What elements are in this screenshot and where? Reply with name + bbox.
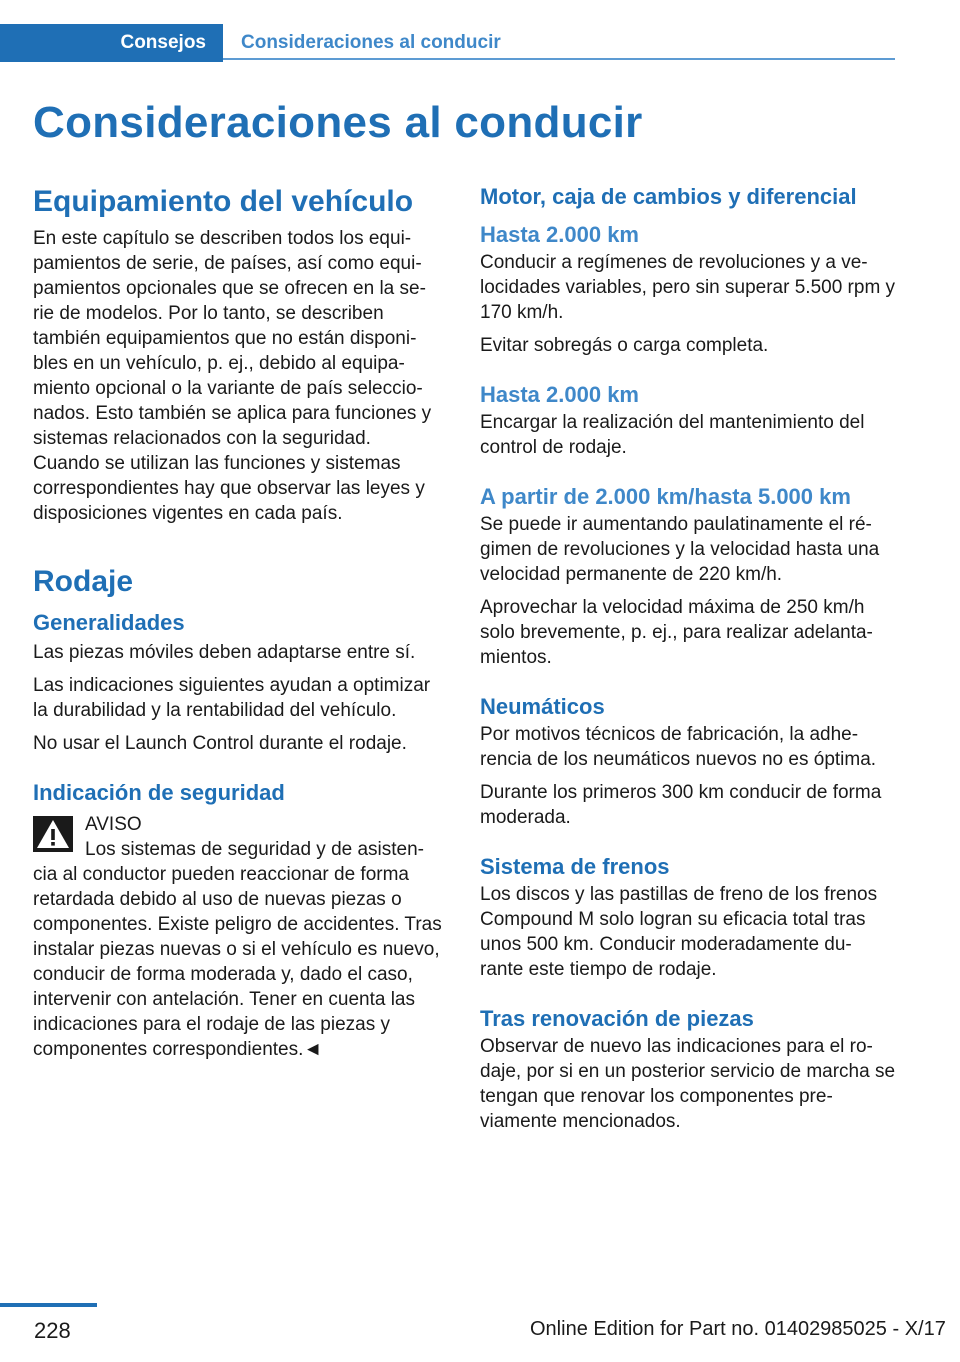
- motor-sub1-paragraph-2: Evitar sobregás o carga completa.: [480, 335, 769, 356]
- equipment-paragraph-2: Cuando se utilizan las funciones y sistemas correspondientes hay que observar las leyes y disposiciones vigentes en cada país.: [33, 453, 425, 524]
- general-paragraph-3: No usar el Launch Control durante el rodaje.: [33, 733, 407, 754]
- equipment-heading: Equipamiento del vehículo: [33, 185, 414, 218]
- general-paragraph-2: Las indicaciones siguientes ayudan a optimizar la durabilidad y la rentabilidad del vehículo.: [33, 675, 431, 721]
- safety-heading: Indicación de seguridad: [33, 780, 285, 805]
- brakes-paragraph-1: Los discos y las pastillas de freno de los frenos Compound M solo logran su eficacia total tras unos 500 km. Conducir moderadamente du- rante este tiempo de rodaje.: [480, 884, 878, 980]
- page-number: 228: [34, 1318, 71, 1343]
- edition-note: Online Edition for Part no. 01402985025 - X/17: [530, 1318, 946, 1340]
- motor-sub3-paragraph-2: Aprovechar la velocidad máxima de 250 km/h solo brevemente, p. ej., para realizar adelanta- mientos.: [480, 597, 873, 668]
- renew-paragraph-1: Observar de nuevo las indicaciones para el ro- daje, por si en un posterior servicio de marcha se tengan que renovar los componentes pre- viamente mencionados.: [480, 1036, 896, 1132]
- header-rule: [223, 58, 895, 60]
- motor-sub1-paragraph-1: Conducir a regímenes de revoluciones y a ve- locidades variables, pero sin superar 5.500 rpm y 170 km/h.: [480, 252, 896, 323]
- tires-heading: Neumáticos: [480, 694, 605, 719]
- motor-heading: Motor, caja de cambios y diferencial: [480, 184, 857, 209]
- right-column: [480, 182, 896, 1142]
- section-tab: Consejos: [0, 24, 223, 62]
- general-heading: Generalidades: [33, 610, 185, 635]
- warning-label: AVISO: [85, 814, 142, 835]
- motor-sub2-paragraph-1: Encargar la realización del mantenimiento del control de rodaje.: [480, 412, 865, 458]
- motor-sub3-paragraph-1: Se puede ir aumentando paulatinamente el ré- gimen de revoluciones y la velocidad hasta una velocidad permanente de 220 km/h.: [480, 514, 880, 585]
- page-title: Consideraciones al conducir: [33, 98, 643, 147]
- warning-block: [33, 812, 447, 1062]
- breadcrumb: Consideraciones al conducir: [241, 32, 501, 53]
- brakes-heading: Sistema de frenos: [480, 854, 670, 879]
- renew-heading: Tras renovación de piezas: [480, 1006, 754, 1031]
- left-column: [33, 184, 447, 1070]
- equipment-paragraph-1: En este capítulo se describen todos los equi- pamientos de serie, de países, así como equi- pamientos opcionales que se ofrecen en la se- rie de modelos. Por lo tanto, se describen también equipamientos que no están disponi- bles en un vehículo, p. ej., debido al equipa- miento opcional o la variante de país seleccio- nados. Esto también se aplica para funciones y sistemas relacionados con la seguridad.: [33, 228, 432, 449]
- warning-text: Los sistemas de seguridad y de asisten- cia al conductor pueden reaccionar de forma retardada debido al uso de nuevas piezas o componentes. Existe peligro de accidentes. Tras instalar piezas nuevas o si el vehículo es nuevo, conducir de forma moderada y, dado el caso, intervenir con antelación. Tener en cuenta las indicaciones para el rodaje de las piezas y componentes correspondientes.◄: [33, 839, 442, 1060]
- rodaje-heading: Rodaje: [33, 565, 134, 598]
- motor-sub2-heading: Hasta 2.000 km: [480, 382, 639, 407]
- tires-paragraph-2: Durante los primeros 300 km conducir de forma moderada.: [480, 782, 882, 828]
- warning-triangle-icon: [33, 816, 73, 852]
- footer-bar: [0, 1303, 97, 1307]
- tires-paragraph-1: Por motivos técnicos de fabricación, la adhe- rencia de los neumáticos nuevos no es óptima.: [480, 724, 877, 770]
- motor-sub1-heading: Hasta 2.000 km: [480, 222, 639, 247]
- page-header: [0, 24, 895, 62]
- motor-sub3-heading: A partir de 2.000 km/hasta 5.000 km: [480, 484, 851, 509]
- general-paragraph-1: Las piezas móviles deben adaptarse entre sí.: [33, 642, 416, 663]
